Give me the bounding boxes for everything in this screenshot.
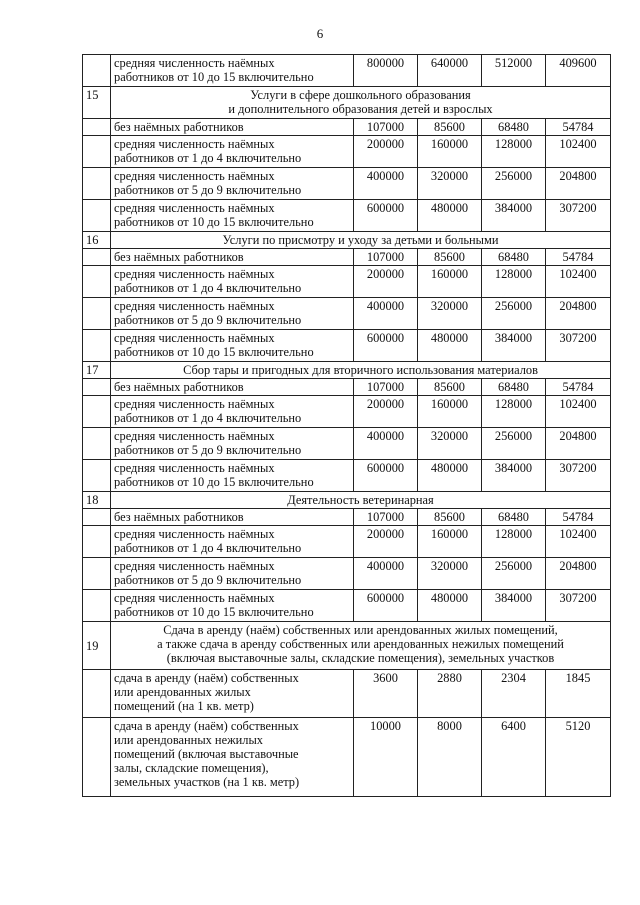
value-cell: 640000: [418, 55, 482, 87]
value-cell: 128000: [482, 526, 546, 558]
value-cell: 54784: [546, 119, 611, 136]
section-number: 15: [83, 87, 111, 119]
value-cell: 3600: [354, 670, 418, 718]
value-cell: 160000: [418, 266, 482, 298]
table-row: [83, 330, 611, 362]
value-cell: 85600: [418, 119, 482, 136]
value-cell: 480000: [418, 200, 482, 232]
table-row: [83, 526, 611, 558]
table-row: [83, 168, 611, 200]
value-cell: 128000: [482, 396, 546, 428]
row-description: средняя численность наёмных работников от 10 до 15 включительно: [111, 330, 354, 362]
value-cell: 107000: [354, 249, 418, 266]
value-cell: 54784: [546, 509, 611, 526]
value-cell: 200000: [354, 526, 418, 558]
value-cell: 10000: [354, 718, 418, 797]
row-description: без наёмных работников: [111, 119, 354, 136]
row-description: средняя численность наёмных работников от 5 до 9 включительно: [111, 428, 354, 460]
empty-number-cell: [83, 249, 111, 266]
table-row: [83, 200, 611, 232]
value-cell: 204800: [546, 428, 611, 460]
value-cell: 102400: [546, 396, 611, 428]
value-cell: 307200: [546, 200, 611, 232]
row-description: средняя численность наёмных работников от 1 до 4 включительно: [111, 526, 354, 558]
value-cell: 85600: [418, 249, 482, 266]
value-cell: 800000: [354, 55, 418, 87]
row-description: средняя численность наёмных работников от 5 до 9 включительно: [111, 168, 354, 200]
row-description: средняя численность наёмных работников от 1 до 4 включительно: [111, 266, 354, 298]
value-cell: 6400: [482, 718, 546, 797]
section-row: [83, 492, 611, 509]
value-cell: 128000: [482, 266, 546, 298]
empty-number-cell: [83, 136, 111, 168]
table-row: [83, 670, 611, 718]
value-cell: 256000: [482, 428, 546, 460]
row-description: средняя численность наёмных работников от 10 до 15 включительно: [111, 200, 354, 232]
empty-number-cell: [83, 718, 111, 797]
section-number: 18: [83, 492, 111, 509]
empty-number-cell: [83, 558, 111, 590]
value-cell: 85600: [418, 379, 482, 396]
value-cell: 160000: [418, 136, 482, 168]
empty-number-cell: [83, 119, 111, 136]
value-cell: 384000: [482, 330, 546, 362]
table-row: [83, 396, 611, 428]
value-cell: 480000: [418, 590, 482, 622]
tax-rate-table: [82, 54, 611, 797]
empty-number-cell: [83, 460, 111, 492]
value-cell: 68480: [482, 509, 546, 526]
value-cell: 384000: [482, 200, 546, 232]
table-row: [83, 55, 611, 87]
table-row: [83, 119, 611, 136]
value-cell: 600000: [354, 330, 418, 362]
section-row: [83, 232, 611, 249]
value-cell: 384000: [482, 460, 546, 492]
value-cell: 320000: [418, 428, 482, 460]
empty-number-cell: [83, 670, 111, 718]
value-cell: 256000: [482, 168, 546, 200]
value-cell: 68480: [482, 249, 546, 266]
value-cell: 200000: [354, 396, 418, 428]
empty-number-cell: [83, 428, 111, 460]
value-cell: 600000: [354, 200, 418, 232]
value-cell: 204800: [546, 558, 611, 590]
value-cell: 400000: [354, 298, 418, 330]
empty-number-cell: [83, 526, 111, 558]
table-row: [83, 460, 611, 492]
section-title: Сдача в аренду (наём) собственных или арендованных жилых помещений, а также сдача в аренду собственных или арендованных нежилых помещений (включая выставочные залы, складские помещения), земельных участков: [111, 622, 611, 670]
value-cell: 320000: [418, 168, 482, 200]
row-description: сдача в аренду (наём) собственных или арендованных нежилых помещений (включая выставочные залы, складские помещения), земельных участков (на 1 кв. метр): [111, 718, 354, 797]
table-row: [83, 249, 611, 266]
empty-number-cell: [83, 266, 111, 298]
section-row: [83, 87, 611, 119]
value-cell: 1845: [546, 670, 611, 718]
empty-number-cell: [83, 330, 111, 362]
row-description: сдача в аренду (наём) собственных или арендованных жилых помещений (на 1 кв. метр): [111, 670, 354, 718]
value-cell: 400000: [354, 428, 418, 460]
section-row: [83, 362, 611, 379]
value-cell: 200000: [354, 266, 418, 298]
row-description: без наёмных работников: [111, 509, 354, 526]
value-cell: 204800: [546, 168, 611, 200]
empty-number-cell: [83, 55, 111, 87]
table-row: [83, 590, 611, 622]
section-title: Сбор тары и пригодных для вторичного использования материалов: [111, 362, 611, 379]
value-cell: 160000: [418, 396, 482, 428]
value-cell: 320000: [418, 298, 482, 330]
table-row: [83, 266, 611, 298]
table-row: [83, 509, 611, 526]
value-cell: 409600: [546, 55, 611, 87]
section-title: Деятельность ветеринарная: [111, 492, 611, 509]
value-cell: 54784: [546, 379, 611, 396]
value-cell: 400000: [354, 558, 418, 590]
row-description: средняя численность наёмных работников от 10 до 15 включительно: [111, 590, 354, 622]
value-cell: 107000: [354, 509, 418, 526]
value-cell: 68480: [482, 119, 546, 136]
section-row: [83, 622, 611, 670]
row-description: средняя численность наёмных работников от 5 до 9 включительно: [111, 558, 354, 590]
empty-number-cell: [83, 396, 111, 428]
table-row: [83, 558, 611, 590]
value-cell: 320000: [418, 558, 482, 590]
row-description: средняя численность наёмных работников от 1 до 4 включительно: [111, 136, 354, 168]
empty-number-cell: [83, 590, 111, 622]
value-cell: 384000: [482, 590, 546, 622]
value-cell: 2880: [418, 670, 482, 718]
value-cell: 307200: [546, 330, 611, 362]
value-cell: 512000: [482, 55, 546, 87]
value-cell: 204800: [546, 298, 611, 330]
value-cell: 307200: [546, 590, 611, 622]
value-cell: 400000: [354, 168, 418, 200]
section-number: 19: [83, 622, 111, 670]
value-cell: 5120: [546, 718, 611, 797]
value-cell: 200000: [354, 136, 418, 168]
table-row: [83, 298, 611, 330]
empty-number-cell: [83, 509, 111, 526]
value-cell: 68480: [482, 379, 546, 396]
empty-number-cell: [83, 379, 111, 396]
empty-number-cell: [83, 168, 111, 200]
value-cell: 600000: [354, 460, 418, 492]
value-cell: 2304: [482, 670, 546, 718]
value-cell: 307200: [546, 460, 611, 492]
value-cell: 600000: [354, 590, 418, 622]
section-title: Услуги в сфере дошкольного образования и дополнительного образования детей и взрослых: [111, 87, 611, 119]
section-title: Услуги по присмотру и уходу за детьми и больными: [111, 232, 611, 249]
row-description: средняя численность наёмных работников от 10 до 15 включительно: [111, 460, 354, 492]
value-cell: 102400: [546, 526, 611, 558]
row-description: без наёмных работников: [111, 379, 354, 396]
value-cell: 256000: [482, 298, 546, 330]
value-cell: 85600: [418, 509, 482, 526]
section-number: 16: [83, 232, 111, 249]
value-cell: 102400: [546, 136, 611, 168]
value-cell: 102400: [546, 266, 611, 298]
table-row: [83, 718, 611, 797]
value-cell: 107000: [354, 119, 418, 136]
table-row: [83, 379, 611, 396]
value-cell: 107000: [354, 379, 418, 396]
row-description: без наёмных работников: [111, 249, 354, 266]
row-description: средняя численность наёмных работников от 5 до 9 включительно: [111, 298, 354, 330]
empty-number-cell: [83, 298, 111, 330]
value-cell: 8000: [418, 718, 482, 797]
table-row: [83, 136, 611, 168]
value-cell: 480000: [418, 460, 482, 492]
value-cell: 54784: [546, 249, 611, 266]
empty-number-cell: [83, 200, 111, 232]
row-description: средняя численность наёмных работников от 1 до 4 включительно: [111, 396, 354, 428]
row-description: средняя численность наёмных работников от 10 до 15 включительно: [111, 55, 354, 87]
page-number: 6: [316, 26, 324, 41]
section-number: 17: [83, 362, 111, 379]
value-cell: 128000: [482, 136, 546, 168]
value-cell: 480000: [418, 330, 482, 362]
table-row: [83, 428, 611, 460]
value-cell: 160000: [418, 526, 482, 558]
value-cell: 256000: [482, 558, 546, 590]
